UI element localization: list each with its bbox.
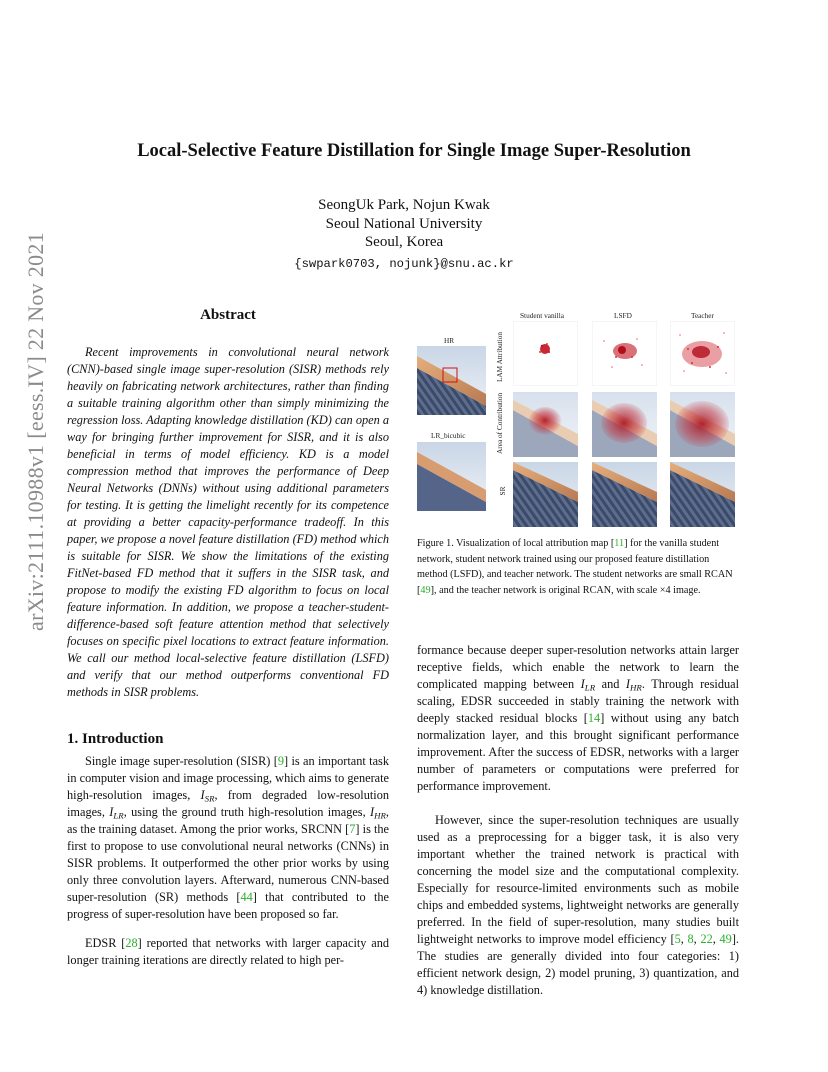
row-label-lam: LAM Attribution bbox=[495, 331, 504, 383]
arxiv-stamp: arXiv:2111.10988v1 [eess.IV] 22 Nov 2021 bbox=[23, 232, 48, 631]
citation-link[interactable]: 22 bbox=[700, 932, 713, 946]
col-label-lsfd: LSFD bbox=[614, 311, 632, 320]
lam-lsfd bbox=[592, 321, 657, 386]
affiliation: Seoul National University bbox=[325, 215, 483, 232]
citation-link[interactable]: 7 bbox=[349, 822, 356, 836]
hr-label: HR bbox=[444, 336, 455, 345]
lr-bicubic-label: LR_bicubic bbox=[431, 431, 466, 440]
intro-heading: 1. Introduction bbox=[67, 731, 164, 747]
lam-student-vanilla bbox=[513, 321, 578, 386]
citation-link[interactable]: 49 bbox=[420, 584, 431, 596]
intro-paragraph-1: Single image super-resolution (SISR) [9] is an important task in computer vision and image processing, which aims to generate high-resolution images, $I_{SR}$, from degraded low-resolution images, $I_{LR}$, using the ground truth high-resolution images, $I_{HR}$, as the training dataset. Among the prior works, SRCNN [7] is the first to propose to use convolutional neural networks (CNNs) in SISR problems. It outperformed the other prior works by using only three convolution layers. Afterward, numerous CNN-based super-resolution (SR) methods [44] that contributed to the progress of super-resolution have been proposed so far. bbox=[67, 754, 390, 921]
col-label-student-vanilla: Student vanilla bbox=[520, 311, 564, 320]
figure-1-caption: Figure 1. Visualization of local attribution map [11] for the vanilla student network, student network trained using our proposed feature distillation method (LSFD), and teacher network. The student networks are small RCAN [49], and the teacher network is original RCAN, with scale ×4 image. bbox=[417, 538, 733, 596]
abstract-text: Recent improvements in convolutional neural network (CNN)-based single image super-resolution (SISR) methods rely heavily on fabricating network architectures, rather than finding a suitable training algorithm other than simply minimizing the regression loss. Adapting knowledge distillation (KD) can open a way for bringing further improvement for SISR, and it is also beneficial in terms of model efficiency. KD is a model compression method that improves the performance of Deep Neural Networks (DNNs) without using additional parameters for testing. It is getting the limelight recently for its competence at providing a better capacity-performance tradeoff. In this paper, we propose a novel feature distillation (FD) method which is suitable for SISR. We show the limitations of the existing FitNet-based FD method that it suffers in the SISR task, and propose to modify the existing FD algorithm to focus on local feature information. In addition, we propose a teacher-student-difference-based soft feature attention method that selectively focuses on specific pixel locations to extract feature information. We call our method local-selective feature distillation (LSFD) and verify that our method outperforms conventional FD methods in SISR problems. bbox=[67, 345, 389, 699]
row-label-area: Area of Contribution bbox=[495, 392, 504, 454]
citation-link[interactable]: 5 bbox=[674, 932, 681, 946]
right-paragraph-2: However, since the super-resolution techniques are usually used as a preprocessing for a bigger task, it is also very important whether the trained network is practical with concerning the model size and the computational complexity. Especially for resource-limited environments such as mobile chips and embedded systems, lightweight networks are generally preferred. In the field of super-resolution, many studies built lightweight networks to improve model efficiency [5, 8, 22, 49]. The studies are generally divided into four categories: 1) efficient network design, 2) model pruning, 3) quantization, and 4) knowledge distillation. bbox=[417, 813, 739, 997]
citation-link[interactable]: 28 bbox=[125, 936, 138, 950]
author-names: SeongUk Park, Nojun Kwak bbox=[318, 197, 490, 213]
citation-link[interactable]: 9 bbox=[277, 754, 285, 768]
citation-link[interactable]: 11 bbox=[614, 538, 625, 549]
citation-link[interactable]: 14 bbox=[587, 711, 601, 725]
area-student-vanilla bbox=[513, 392, 578, 457]
right-paragraph-1: formance because deeper super-resolution networks attain larger receptive fields, which enable the network to learn the complicated mapping between $I_{LR}$ and $I_{HR}$. Through residual scaling, EDSR succeeded in stably training the network with deeply stacked residual blocks [14] without using any batch normalization layer, and this brought significant performance improvement. After the success of EDSR, networks with a larger number of parameters or computations were preferred for performance improvement. bbox=[417, 643, 740, 793]
citation-link[interactable]: 49 bbox=[719, 932, 732, 946]
citation-link[interactable]: 44 bbox=[240, 890, 253, 904]
lr-bicubic-image bbox=[417, 442, 486, 511]
sr-teacher bbox=[670, 462, 735, 527]
hr-image bbox=[417, 346, 486, 415]
abstract-heading: Abstract bbox=[200, 307, 256, 323]
author-email: {swpark0703, nojunk}@snu.ac.kr bbox=[294, 256, 514, 271]
sr-student-vanilla bbox=[513, 462, 578, 527]
area-lsfd bbox=[592, 392, 657, 457]
citation-link[interactable]: 8 bbox=[687, 932, 694, 946]
row-label-sr: SR bbox=[498, 486, 507, 496]
sr-lsfd bbox=[592, 462, 657, 527]
area-teacher bbox=[670, 392, 735, 457]
intro-paragraph-2: EDSR [28] reported that networks with larger capacity and longer training iterations are directly related to high per- bbox=[67, 936, 389, 967]
location: Seoul, Korea bbox=[364, 234, 444, 250]
author-block bbox=[0, 196, 808, 273]
col-label-teacher: Teacher bbox=[691, 311, 714, 320]
paper-title: Local-Selective Feature Distillation for Single Image Super-Resolution bbox=[137, 141, 691, 161]
lam-teacher bbox=[670, 321, 735, 386]
